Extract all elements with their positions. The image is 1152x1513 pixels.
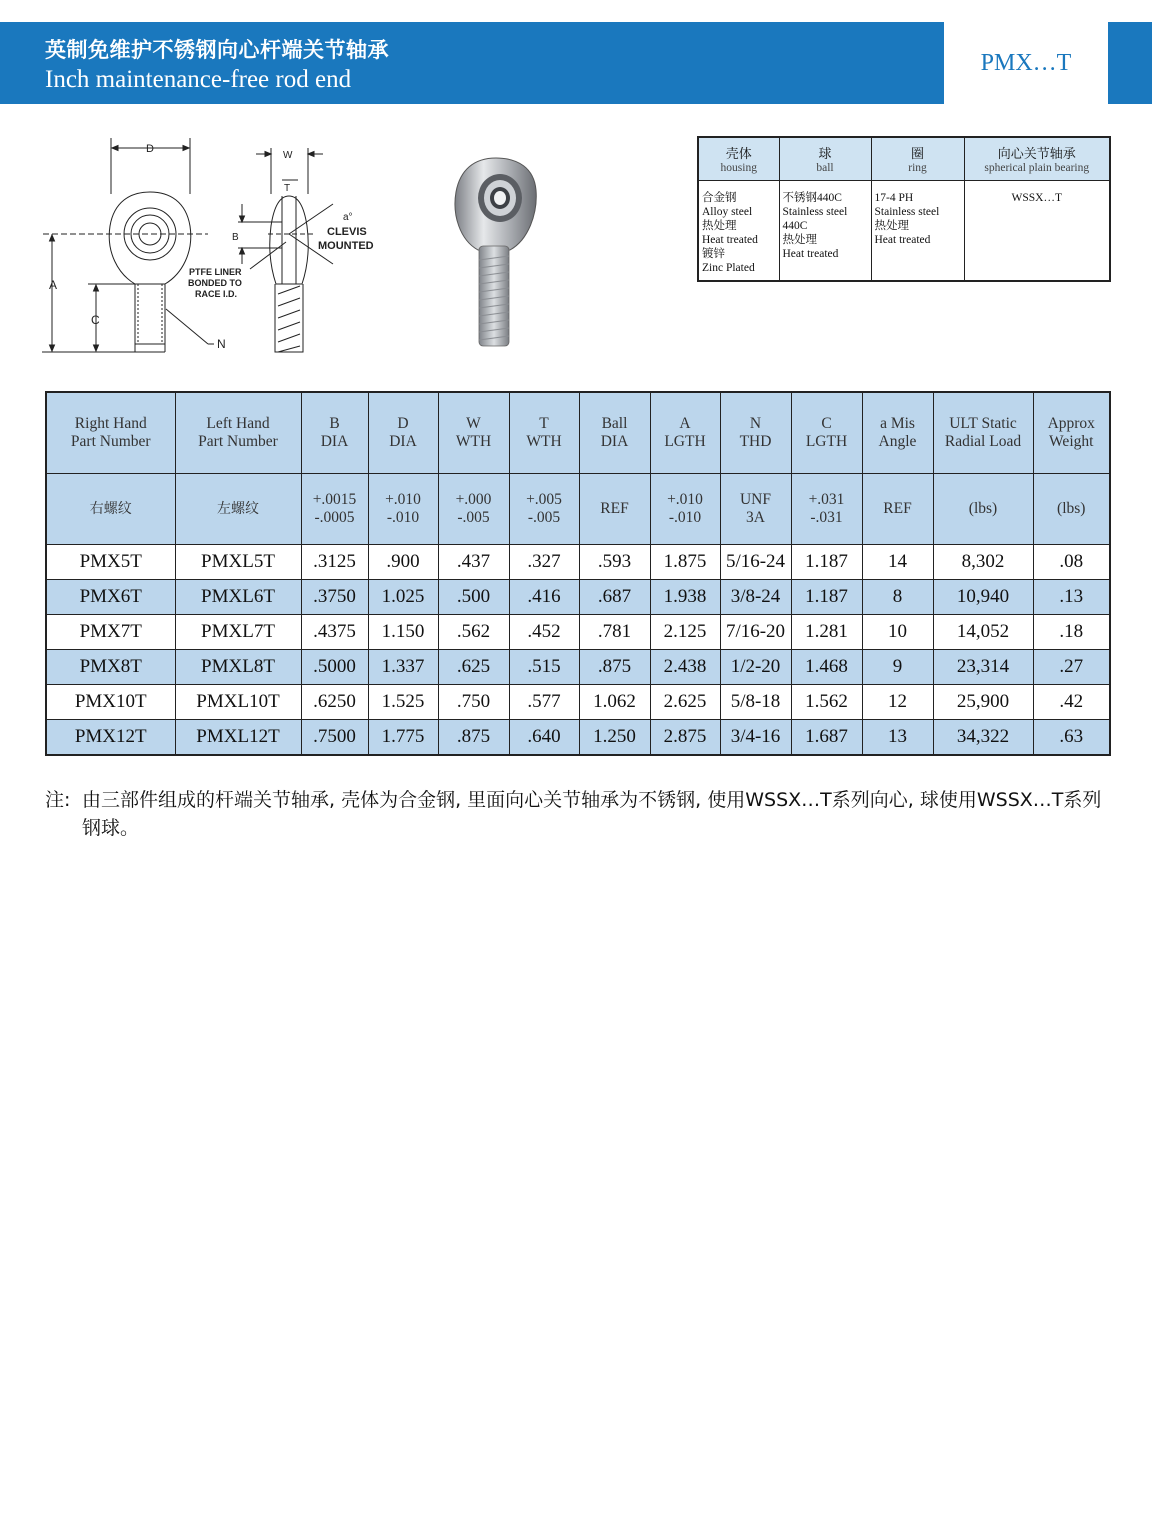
header-line: -.005 xyxy=(527,509,561,526)
spec-header-ball-dia xyxy=(579,392,650,474)
material-line: Stainless steel xyxy=(782,206,848,218)
material-line: Heat treated xyxy=(782,248,839,260)
materials-header-ball xyxy=(779,137,871,181)
cell-d-dia: 1.775 xyxy=(368,720,438,756)
cell-b-dia: .4375 xyxy=(301,615,368,650)
header-line: Approx xyxy=(1047,415,1095,432)
material-line: 热处理 xyxy=(702,220,737,232)
label-ptfe-2: BONDED TO xyxy=(188,278,242,288)
cell-ball-dia: .875 xyxy=(579,650,650,685)
spec-header-right-hand xyxy=(46,392,175,474)
spec-header-weight xyxy=(1033,474,1110,545)
table-row xyxy=(46,720,1110,756)
label-w: W xyxy=(283,150,293,161)
cell-radial-load: 25,900 xyxy=(933,685,1033,720)
page-title-zh: 英制免维护不锈钢向心杆端关节轴承 xyxy=(45,38,389,62)
header-line: Angle xyxy=(878,433,917,450)
material-line: Stainless steel xyxy=(874,206,940,218)
spec-table xyxy=(45,391,1111,756)
cell-left-hand: PMXL8T xyxy=(175,650,301,685)
label-ptfe-1: PTFE LINER xyxy=(189,267,242,277)
cell-ball-dia: .781 xyxy=(579,615,650,650)
cell-b-dia: .5000 xyxy=(301,650,368,685)
table-row xyxy=(46,650,1110,685)
header-line: A xyxy=(679,415,691,432)
header-en: spherical plain bearing xyxy=(984,162,1090,174)
cell-w-wth: .875 xyxy=(438,720,509,756)
label-d: D xyxy=(146,143,154,155)
cell-right-hand: PMX7T xyxy=(46,615,175,650)
label-a: A xyxy=(49,278,58,292)
header-line: -.0005 xyxy=(314,509,355,526)
spec-header-w-wth xyxy=(438,392,509,474)
header-zh: 壳体 xyxy=(725,147,752,162)
cell-c-lgth: 1.187 xyxy=(791,545,862,580)
cell-a-lgth: 1.938 xyxy=(650,580,720,615)
header-line: DIA xyxy=(389,433,417,450)
material-line: 440C xyxy=(782,220,808,232)
header-line: +.031 xyxy=(808,491,845,508)
material-line: 热处理 xyxy=(874,220,909,232)
header-line: WTH xyxy=(455,433,492,450)
technical-drawing xyxy=(38,134,398,362)
cell-ball-dia: .593 xyxy=(579,545,650,580)
spec-header-n-thd xyxy=(720,474,791,545)
header-zh: 球 xyxy=(818,147,832,162)
header-line: +.0015 xyxy=(312,491,357,508)
cell-left-hand: PMXL10T xyxy=(175,685,301,720)
spec-header-n-thd xyxy=(720,392,791,474)
cell-t-wth: .515 xyxy=(509,650,579,685)
cell-left-hand: PMXL7T xyxy=(175,615,301,650)
cell-n-thd: 3/8-24 xyxy=(720,580,791,615)
cell-a-lgth: 1.875 xyxy=(650,545,720,580)
cell-right-hand: PMX8T xyxy=(46,650,175,685)
header-line: Weight xyxy=(1049,433,1094,450)
cell-weight: .08 xyxy=(1033,545,1110,580)
cell-t-wth: .640 xyxy=(509,720,579,756)
material-line: 热处理 xyxy=(782,234,817,246)
cell-ball-dia: .687 xyxy=(579,580,650,615)
materials-header-ring xyxy=(871,137,964,181)
material-line: 17-4 PH xyxy=(874,192,914,204)
header-zh: 圈 xyxy=(910,147,924,162)
header-line: -.005 xyxy=(457,509,490,526)
header-line: 右螺纹 xyxy=(89,501,132,517)
cell-n-thd: 3/4-16 xyxy=(720,720,791,756)
cell-mis-angle: 8 xyxy=(862,580,933,615)
header-line: Ball xyxy=(601,415,628,432)
header-line: (lbs) xyxy=(1057,500,1086,517)
label-mounted: MOUNTED xyxy=(318,240,374,252)
cell-c-lgth: 1.187 xyxy=(791,580,862,615)
header-line: 左螺纹 xyxy=(217,501,259,517)
spec-header-mis-angle xyxy=(862,474,933,545)
cell-d-dia: 1.025 xyxy=(368,580,438,615)
header-line: -.010 xyxy=(668,509,702,526)
material-line: Heat treated xyxy=(874,234,931,246)
cell-weight: .42 xyxy=(1033,685,1110,720)
header-line: (lbs) xyxy=(968,500,998,517)
cell-b-dia: .6250 xyxy=(301,685,368,720)
header-line: Part Number xyxy=(70,433,151,450)
spec-tolerance-row xyxy=(46,474,1110,545)
material-line: Heat treated xyxy=(702,234,758,246)
cell-b-dia: .7500 xyxy=(301,720,368,756)
header-line: LGTH xyxy=(805,433,848,450)
spec-header-mis-angle xyxy=(862,392,933,474)
spec-header-a-lgth xyxy=(650,392,720,474)
header-line: Right Hand xyxy=(74,415,147,432)
spec-header-right-hand xyxy=(46,474,175,545)
spec-header-radial-load xyxy=(933,392,1033,474)
spec-header-left-hand xyxy=(175,474,301,545)
cell-t-wth: .452 xyxy=(509,615,579,650)
cell-mis-angle: 10 xyxy=(862,615,933,650)
footnote-text: 由三部件组成的杆端关节轴承, 壳体为合金钢, 里面向心关节轴承为不锈钢, 使用WSSX…T系列向心, 球使用WSSX…T系列钢球。 xyxy=(82,789,1102,839)
material-line: 不锈钢440C xyxy=(782,192,842,204)
header-line: N xyxy=(749,415,762,432)
spec-header-left-hand xyxy=(175,392,301,474)
cell-left-hand: PMXL6T xyxy=(175,580,301,615)
page-title-en: Inch maintenance-free rod end xyxy=(45,66,352,93)
cell-radial-load: 34,322 xyxy=(933,720,1033,756)
material-line: Zinc Plated xyxy=(702,262,755,274)
materials-cell-ring xyxy=(871,181,964,282)
spec-header-c-lgth xyxy=(791,474,862,545)
cell-n-thd: 1/2-20 xyxy=(720,650,791,685)
header-line: DIA xyxy=(320,433,349,450)
cell-radial-load: 23,314 xyxy=(933,650,1033,685)
cell-w-wth: .625 xyxy=(438,650,509,685)
spec-header-ball-dia xyxy=(579,474,650,545)
label-n: N xyxy=(217,337,226,351)
header-line: Radial Load xyxy=(944,433,1022,450)
header-line: LGTH xyxy=(664,433,706,450)
spec-table-body xyxy=(46,545,1110,756)
materials-header-bearing xyxy=(964,137,1110,181)
header-line: -.031 xyxy=(810,509,843,526)
cell-d-dia: 1.150 xyxy=(368,615,438,650)
header-line: +.010 xyxy=(667,491,703,508)
spec-header-a-lgth xyxy=(650,474,720,545)
label-angle: a° xyxy=(343,212,353,223)
cell-t-wth: .416 xyxy=(509,580,579,615)
spec-header-d-dia xyxy=(368,474,438,545)
materials-header-row xyxy=(698,137,1110,181)
header-line: THD xyxy=(739,433,772,450)
header-line: +.010 xyxy=(385,491,421,508)
spec-header-w-wth xyxy=(438,474,509,545)
cell-mis-angle: 13 xyxy=(862,720,933,756)
table-row xyxy=(46,580,1110,615)
header-line: Part Number xyxy=(198,433,278,450)
materials-header-housing xyxy=(698,137,779,181)
cell-t-wth: .327 xyxy=(509,545,579,580)
cell-n-thd: 5/16-24 xyxy=(720,545,791,580)
cell-n-thd: 7/16-20 xyxy=(720,615,791,650)
series-code: PMX…T xyxy=(980,49,1072,76)
header-line: UNF xyxy=(739,491,771,508)
cell-b-dia: .3125 xyxy=(301,545,368,580)
cell-w-wth: .750 xyxy=(438,685,509,720)
cell-weight: .13 xyxy=(1033,580,1110,615)
header-line: DIA xyxy=(600,433,629,450)
materials-cell-bearing xyxy=(964,181,1110,282)
label-b: B xyxy=(232,232,239,243)
cell-w-wth: .500 xyxy=(438,580,509,615)
cell-c-lgth: 1.687 xyxy=(791,720,862,756)
cell-right-hand: PMX6T xyxy=(46,580,175,615)
spec-header-b-dia xyxy=(301,392,368,474)
header-line: Left Hand xyxy=(206,415,270,432)
cell-radial-load: 8,302 xyxy=(933,545,1033,580)
spec-header-radial-load xyxy=(933,474,1033,545)
footnote xyxy=(45,786,1120,842)
cell-left-hand: PMXL12T xyxy=(175,720,301,756)
cell-a-lgth: 2.125 xyxy=(650,615,720,650)
header-line: 3A xyxy=(746,509,765,526)
header-line: T xyxy=(539,415,549,432)
header-en: ball xyxy=(816,162,834,174)
cell-d-dia: .900 xyxy=(368,545,438,580)
cell-a-lgth: 2.875 xyxy=(650,720,720,756)
header-line: ULT Static xyxy=(949,415,1017,432)
materials-table xyxy=(697,136,1111,282)
header-line: a Mis xyxy=(880,415,915,432)
material-line: Alloy steel xyxy=(702,206,753,218)
cell-left-hand: PMXL5T xyxy=(175,545,301,580)
cell-d-dia: 1.525 xyxy=(368,685,438,720)
header-line: B xyxy=(329,415,340,432)
header-line: REF xyxy=(883,500,912,517)
spec-header-d-dia xyxy=(368,392,438,474)
header-line: C xyxy=(821,415,832,432)
cell-ball-dia: 1.250 xyxy=(579,720,650,756)
cell-mis-angle: 12 xyxy=(862,685,933,720)
label-c: C xyxy=(91,313,100,327)
footnote-label: 注: xyxy=(45,789,71,811)
header-line: WTH xyxy=(526,433,562,450)
spec-header-t-wth xyxy=(509,474,579,545)
header-tab xyxy=(1108,22,1152,104)
cell-right-hand: PMX12T xyxy=(46,720,175,756)
header-en: housing xyxy=(720,162,757,174)
spec-header-c-lgth xyxy=(791,392,862,474)
header-en: ring xyxy=(908,162,927,174)
cell-weight: .27 xyxy=(1033,650,1110,685)
header-zh: 向心关节轴承 xyxy=(997,147,1076,162)
spec-header-b-dia xyxy=(301,474,368,545)
header-line: W xyxy=(466,415,481,432)
cell-t-wth: .577 xyxy=(509,685,579,720)
table-row xyxy=(46,545,1110,580)
label-clevis: CLEVIS xyxy=(327,226,367,238)
material-line: 镀锌 xyxy=(702,248,725,260)
cell-c-lgth: 1.281 xyxy=(791,615,862,650)
rod-end-photo xyxy=(446,150,542,350)
cell-d-dia: 1.337 xyxy=(368,650,438,685)
cell-c-lgth: 1.468 xyxy=(791,650,862,685)
cell-weight: .63 xyxy=(1033,720,1110,756)
cell-radial-load: 10,940 xyxy=(933,580,1033,615)
header-line: +.000 xyxy=(455,491,492,508)
materials-cell-housing xyxy=(698,181,779,282)
cell-w-wth: .562 xyxy=(438,615,509,650)
cell-radial-load: 14,052 xyxy=(933,615,1033,650)
header-line: -.010 xyxy=(386,509,420,526)
cell-right-hand: PMX5T xyxy=(46,545,175,580)
label-ptfe-3: RACE I.D. xyxy=(195,289,238,299)
spec-header-row xyxy=(46,392,1110,474)
spec-header-weight xyxy=(1033,392,1110,474)
cell-a-lgth: 2.625 xyxy=(650,685,720,720)
cell-right-hand: PMX10T xyxy=(46,685,175,720)
cell-ball-dia: 1.062 xyxy=(579,685,650,720)
spec-header-t-wth xyxy=(509,392,579,474)
table-row xyxy=(46,615,1110,650)
cell-w-wth: .437 xyxy=(438,545,509,580)
material-line: WSSX…T xyxy=(1011,192,1062,204)
cell-mis-angle: 14 xyxy=(862,545,933,580)
cell-b-dia: .3750 xyxy=(301,580,368,615)
cell-n-thd: 5/8-18 xyxy=(720,685,791,720)
table-row xyxy=(46,685,1110,720)
cell-mis-angle: 9 xyxy=(862,650,933,685)
cell-weight: .18 xyxy=(1033,615,1110,650)
material-line: 合金钢 xyxy=(702,192,737,204)
cell-c-lgth: 1.562 xyxy=(791,685,862,720)
header-line: +.005 xyxy=(526,491,562,508)
label-t: T xyxy=(284,183,291,194)
header-line: REF xyxy=(600,500,629,517)
materials-cell-ball xyxy=(779,181,871,282)
materials-body-row xyxy=(698,181,1110,282)
header-line: D xyxy=(397,415,409,432)
cell-a-lgth: 2.438 xyxy=(650,650,720,685)
